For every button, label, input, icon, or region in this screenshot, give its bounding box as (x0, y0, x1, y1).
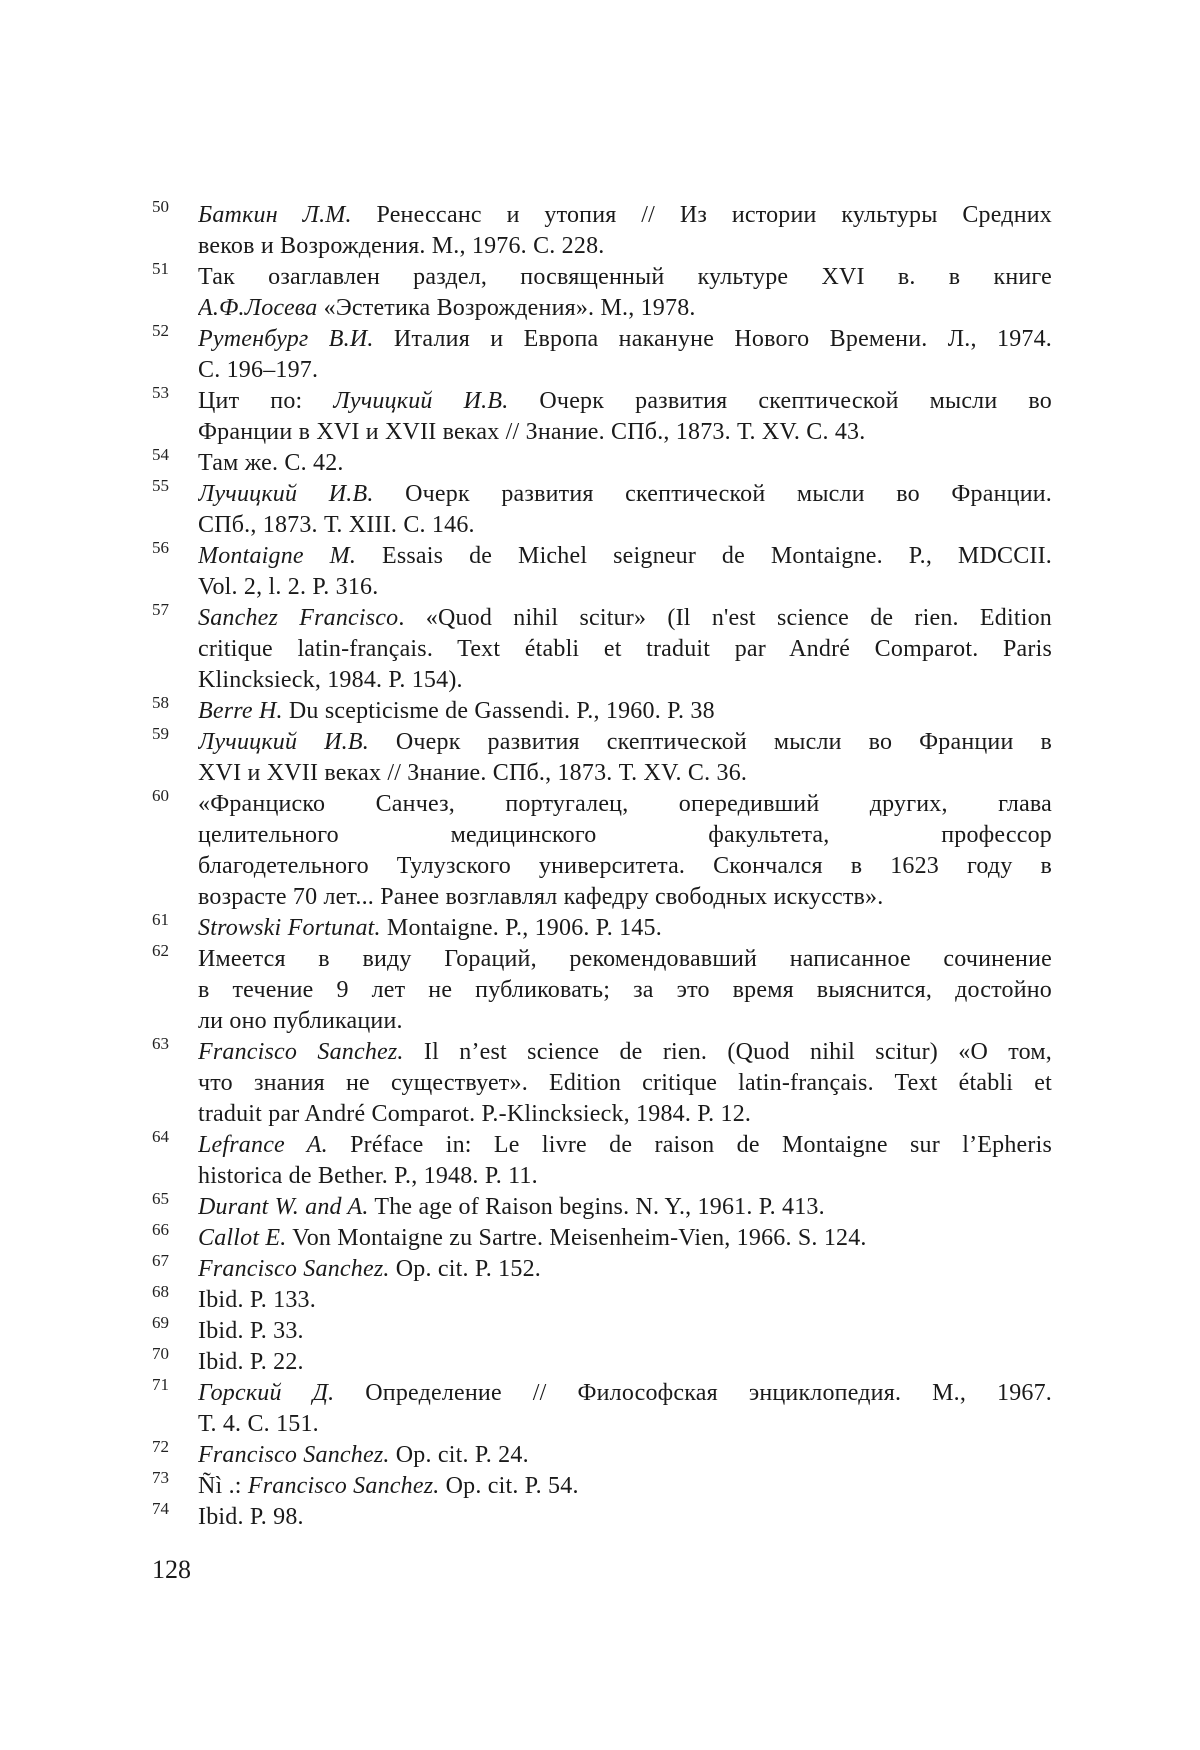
footnote-number: 50 (152, 197, 169, 216)
author-reference: А.Ф.Лосева (198, 295, 318, 321)
footnote-text: С. 196–197. (198, 357, 319, 383)
footnote-text: Op. cit. P. 54. (439, 1473, 579, 1499)
author-reference: Durant W. and A. (198, 1194, 369, 1220)
author-reference: Sanchez Francisco (198, 605, 399, 631)
footnote (152, 941, 1052, 1037)
footnote-line (198, 200, 1052, 231)
footnote-line (198, 727, 1052, 758)
footnote-text: Von Montaigne zu Sartre. Meisenheim-Vien, 1966. S. 124. (286, 1225, 867, 1251)
footnotes-list (152, 197, 1052, 1533)
author-reference: Lefrance A. (198, 1132, 328, 1158)
footnote (152, 1344, 1052, 1378)
footnote-text: Du scepticisme de Gassendi. P., 1960. P. 38 (282, 698, 715, 724)
footnote-line (198, 1471, 1052, 1502)
footnote (152, 1189, 1052, 1223)
footnote-line (198, 355, 1052, 386)
footnote-text: «Эстетика Возрождения». М., 1978. (317, 295, 696, 321)
footnote-line (198, 1254, 1052, 1285)
footnote-number: 64 (152, 1127, 169, 1146)
footnote-line (198, 603, 1052, 634)
footnote (152, 910, 1052, 944)
footnote-line (198, 665, 1052, 696)
footnote (152, 383, 1052, 448)
footnote-line (198, 820, 1052, 851)
footnote-line (198, 510, 1052, 541)
footnote-line (198, 913, 1052, 944)
footnote-line (198, 541, 1052, 572)
footnote-number: 74 (152, 1499, 169, 1518)
footnote-text: веков и Возрождения. М., 1976. С. 228. (198, 233, 605, 259)
footnote-text: Очерк развития скептической мысли во Франции. (373, 481, 1052, 507)
footnote-text: благодетельного Тулузского университета. Скончался в 1623 году в (198, 853, 1052, 879)
footnote-line (198, 1223, 1052, 1254)
footnote (152, 476, 1052, 541)
footnote (152, 197, 1052, 262)
footnote (152, 321, 1052, 386)
footnote-number: 62 (152, 941, 169, 960)
footnote-line (198, 1378, 1052, 1409)
footnote-line (198, 417, 1052, 448)
footnote (152, 1313, 1052, 1347)
footnote-text: XVI и XVII веках // Знание. СПб., 1873. Т. XV. С. 36. (198, 760, 748, 786)
footnote-text: СПб., 1873. Т. XIII. С. 146. (198, 512, 475, 538)
footnote-number: 72 (152, 1437, 169, 1456)
author-reference: Горский Д. (198, 1380, 335, 1406)
footnote-line (198, 262, 1052, 293)
footnote-line (198, 324, 1052, 355)
footnote (152, 1437, 1052, 1471)
footnote-number: 52 (152, 321, 169, 340)
footnote-line (198, 944, 1052, 975)
footnote-line (198, 1347, 1052, 1378)
footnote-text: что знания не существует». Edition critique latin-français. Text établi et (198, 1070, 1052, 1096)
footnote-line (198, 758, 1052, 789)
footnote-line (198, 293, 1052, 324)
footnote-line (198, 634, 1052, 665)
footnote-text: Италия и Европа накануне Нового Времени. Л., 1974. (373, 326, 1052, 352)
footnote-text: Vol. 2, l. 2. P. 316. (198, 574, 379, 600)
footnote-text: ли оно публикации. (198, 1008, 403, 1034)
footnote-line (198, 1316, 1052, 1347)
footnote-line (198, 1006, 1052, 1037)
author-reference: Montaigne M. (198, 543, 357, 569)
footnote (152, 538, 1052, 603)
footnote-text: historica de Bether. P., 1948. P. 11. (198, 1163, 538, 1189)
footnote (152, 1251, 1052, 1285)
footnote-text: Т. 4. С. 151. (198, 1411, 319, 1437)
footnote-line (198, 479, 1052, 510)
footnote-text: Ñì .: (198, 1473, 248, 1499)
footnote-line (198, 851, 1052, 882)
footnote-number: 65 (152, 1189, 169, 1208)
author-reference: Francisco Sanchez. (247, 1473, 440, 1499)
author-reference: Francisco Sanchez. (198, 1256, 390, 1282)
footnote-text: Essais de Michel seigneur de Montaigne. P., MDCCII. (356, 543, 1052, 569)
author-reference: Berre H. (198, 698, 283, 724)
author-reference: Лучицкий И.В. (198, 481, 374, 507)
footnote-number: 53 (152, 383, 169, 402)
footnote-number: 57 (152, 600, 169, 619)
footnote-text: «Франциско Санчез, португалец, опередивший других, глава (198, 791, 1052, 817)
footnote-line (198, 386, 1052, 417)
footnote-line (198, 1161, 1052, 1192)
footnote-text: Очерк развития скептической мысли во Франции в (368, 729, 1052, 755)
footnote (152, 1499, 1052, 1533)
footnote-text: . «Quod nihil scitur» (Il n'est science de rien. Edition (398, 605, 1052, 631)
footnote-text: Так озаглавлен раздел, посвященный культуре XVI в. в книге (198, 264, 1052, 290)
author-reference: Francisco Sanchez. (198, 1442, 390, 1468)
footnote-line (198, 1037, 1052, 1068)
footnote-line (198, 789, 1052, 820)
footnote-line (198, 1130, 1052, 1161)
footnote-line (198, 231, 1052, 262)
footnote-line (198, 1068, 1052, 1099)
footnote (152, 693, 1052, 727)
footnote-text: Франции в XVI и XVII веках // Знание. СПб., 1873. Т. XV. С. 43. (198, 419, 866, 445)
footnote-line (198, 882, 1052, 913)
footnote-number: 54 (152, 445, 169, 464)
footnote (152, 1220, 1052, 1254)
author-reference: Francisco Sanchez. (198, 1039, 404, 1065)
footnote-line (198, 696, 1052, 727)
footnote-number: 56 (152, 538, 169, 557)
footnote-number: 63 (152, 1034, 169, 1053)
footnote-text: Ibid. P. 22. (198, 1349, 304, 1375)
footnote-text: The age of Raison begins. N. Y., 1961. P. 413. (368, 1194, 825, 1220)
footnote-number: 73 (152, 1468, 169, 1487)
footnote-number: 55 (152, 476, 169, 495)
footnote-text: Имеется в виду Гораций, рекомендовавший написанное сочинение (198, 946, 1052, 972)
footnote-number: 71 (152, 1375, 169, 1394)
footnote-line (198, 448, 1052, 479)
footnote-line (198, 1440, 1052, 1471)
footnote-text: critique latin-français. Text établi et traduit par André Comparot. Paris (198, 636, 1052, 662)
footnote-text: Il n’est science de rien. (Quod nihil scitur) «О том, (403, 1039, 1052, 1065)
footnote-number: 58 (152, 693, 169, 712)
footnote-text: Klincksieck, 1984. P. 154). (198, 667, 463, 693)
footnote-text: Очерк развития скептической мысли во (508, 388, 1052, 414)
footnote-text: Op. cit. P. 152. (389, 1256, 541, 1282)
footnote-line (198, 1192, 1052, 1223)
footnote-number: 66 (152, 1220, 169, 1239)
footnote (152, 724, 1052, 789)
footnote-text: Ibid. P. 33. (198, 1318, 304, 1344)
footnote-number: 69 (152, 1313, 169, 1332)
footnote-text: в течение 9 лет не публиковать; за это время выяснится, достойно (198, 977, 1052, 1003)
footnote (152, 1282, 1052, 1316)
footnote-text: Préface in: Le livre de raison de Montaigne sur l’Epheris (327, 1132, 1052, 1158)
footnote-line (198, 975, 1052, 1006)
author-reference: Рутенбург В.И. (198, 326, 374, 352)
footnote-text: Ренессанс и утопия // Из истории культуры Средних (351, 202, 1052, 228)
author-reference: Лучицкий И.В. (198, 729, 369, 755)
author-reference: Баткин Л.М. (198, 202, 352, 228)
footnote-text: возрасте 70 лет... Ранее возглавлял кафедру свободных искусств». (198, 884, 884, 910)
footnote (152, 600, 1052, 696)
footnote-text: Ibid. P. 133. (198, 1287, 316, 1313)
author-reference: Callot E. (198, 1225, 287, 1251)
footnote-line (198, 1502, 1052, 1533)
footnote (152, 1375, 1052, 1440)
footnote-text: Цит по: (198, 388, 334, 414)
footnote-number: 51 (152, 259, 169, 278)
footnote-number: 70 (152, 1344, 169, 1363)
footnote (152, 259, 1052, 324)
footnote-text: Op. cit. P. 24. (389, 1442, 529, 1468)
footnote-text: Определение // Философская энциклопедия. М., 1967. (334, 1380, 1052, 1406)
footnote-line (198, 1409, 1052, 1440)
footnote-text: Там же. С. 42. (198, 450, 344, 476)
footnote-number: 67 (152, 1251, 169, 1270)
footnote-line (198, 1099, 1052, 1130)
footnote-number: 60 (152, 786, 169, 805)
footnote-number: 68 (152, 1282, 169, 1301)
footnote (152, 445, 1052, 479)
footnote-text: целительного медицинского факультета, профессор (198, 822, 1052, 848)
footnote (152, 786, 1052, 913)
footnote (152, 1127, 1052, 1192)
footnote-text: Ibid. P. 98. (198, 1504, 304, 1530)
footnote-text: traduit par André Comparot. P.-Klincksieck, 1984. P. 12. (198, 1101, 752, 1127)
footnote-line (198, 572, 1052, 603)
footnote-line (198, 1285, 1052, 1316)
author-reference: Лучицкий И.В. (333, 388, 509, 414)
author-reference: Strowski Fortunat. (198, 915, 381, 941)
footnote-text: Montaigne. P., 1906. P. 145. (380, 915, 662, 941)
footnote-number: 59 (152, 724, 169, 743)
page-number: 128 (152, 1555, 191, 1584)
footnote (152, 1468, 1052, 1502)
footnote-number: 61 (152, 910, 169, 929)
footnote (152, 1034, 1052, 1130)
